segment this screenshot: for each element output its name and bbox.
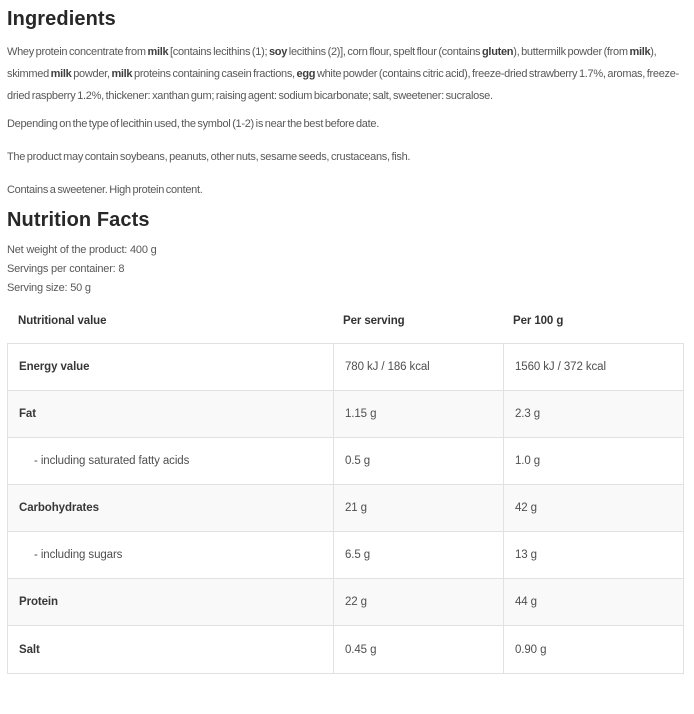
ingredient-text: proteins containing casein fractions, <box>132 68 297 80</box>
nutrient-value: 44 g <box>503 579 683 625</box>
column-header-per-100g: Per 100 g <box>513 315 564 327</box>
table-row <box>8 438 683 485</box>
nutrient-label: - including saturated fatty acids <box>34 455 190 467</box>
ingredients-title: Ingredients <box>7 8 116 30</box>
nutrient-label: Salt <box>19 643 40 656</box>
nutrient-value: 780 kJ / 186 kcal <box>333 344 503 390</box>
column-header-nutritional-value: Nutritional value <box>18 315 107 327</box>
column-header-per-serving: Per serving <box>343 315 405 327</box>
ingredient-text: powder, <box>71 68 112 80</box>
ingredient-text: Whey protein concentrate from <box>7 46 148 58</box>
ingredient-allergen-bold: milk <box>147 46 169 58</box>
nutrient-value: 0.5 g <box>333 438 503 484</box>
lecithin-note: Depending on the type of lecithin used, the symbol (1-2) is near the best before date. <box>7 118 379 130</box>
ingredient-allergen-bold: milk <box>629 46 651 58</box>
ingredient-allergen-bold: milk <box>50 68 72 80</box>
table-row <box>8 485 683 532</box>
nutrition-table-header <box>7 311 684 343</box>
ingredient-text: lecithins (2)], corn flour, spelt flour (contains <box>287 46 483 58</box>
ingredient-text: ), buttermilk powder (from <box>513 46 630 58</box>
nutrient-label: - including sugars <box>34 549 123 561</box>
table-row <box>8 391 683 438</box>
nutrient-value: 42 g <box>503 485 683 531</box>
nutrition-table <box>7 311 684 674</box>
ingredient-text: white powder (contains citric acid), freeze-dried strawberry 1.7%, aromas, freeze-dried raspberry 1.2%, thickener: xanthan gum; raising agent: sodium bicarbonate; salt, sweetener: sucralose. <box>7 68 679 102</box>
table-row <box>8 626 683 673</box>
ingredient-allergen-bold: soy <box>268 46 288 58</box>
nutrient-label: Energy value <box>19 361 90 373</box>
nutrient-label: Carbohydrates <box>19 502 99 514</box>
ingredient-allergen-bold: egg <box>296 68 316 80</box>
nutrition-facts-title: Nutrition Facts <box>7 209 150 231</box>
net-weight: Net weight of the product: 400 g <box>7 244 157 256</box>
servings-per-container: Servings per container: 8 <box>7 263 125 275</box>
nutrient-value: 1.15 g <box>333 391 503 437</box>
table-row <box>8 532 683 579</box>
table-row <box>8 579 683 626</box>
ingredient-text: ), skimmed <box>7 46 657 80</box>
allergen-note: The product may contain soybeans, peanuts, other nuts, sesame seeds, crustaceans, fish. <box>7 151 411 163</box>
ingredient-allergen-bold: milk <box>111 68 133 80</box>
nutrient-value: 13 g <box>503 532 683 578</box>
nutrient-value: 22 g <box>333 579 503 625</box>
nutrition-table-body <box>7 343 684 674</box>
ingredient-text: [contains lecithins (1); <box>168 46 269 58</box>
nutrient-label: Fat <box>19 408 36 420</box>
nutrient-value: 6.5 g <box>333 532 503 578</box>
table-row <box>8 344 683 391</box>
serving-size: Serving size: 50 g <box>7 282 91 294</box>
sweetener-note: Contains a sweetener. High protein content. <box>7 184 203 196</box>
nutrient-value: 0.90 g <box>503 626 683 673</box>
nutrient-value: 0.45 g <box>333 626 503 673</box>
nutrition-meta <box>7 241 686 298</box>
nutrient-label: Protein <box>19 596 58 608</box>
ingredient-allergen-bold: gluten <box>482 46 514 58</box>
nutrient-value: 1.0 g <box>503 438 683 484</box>
nutrient-value: 1560 kJ / 372 kcal <box>503 344 683 390</box>
nutrient-value: 21 g <box>333 485 503 531</box>
nutrient-value: 2.3 g <box>503 391 683 437</box>
product-details-section <box>0 6 694 674</box>
ingredients-paragraph <box>7 41 686 107</box>
